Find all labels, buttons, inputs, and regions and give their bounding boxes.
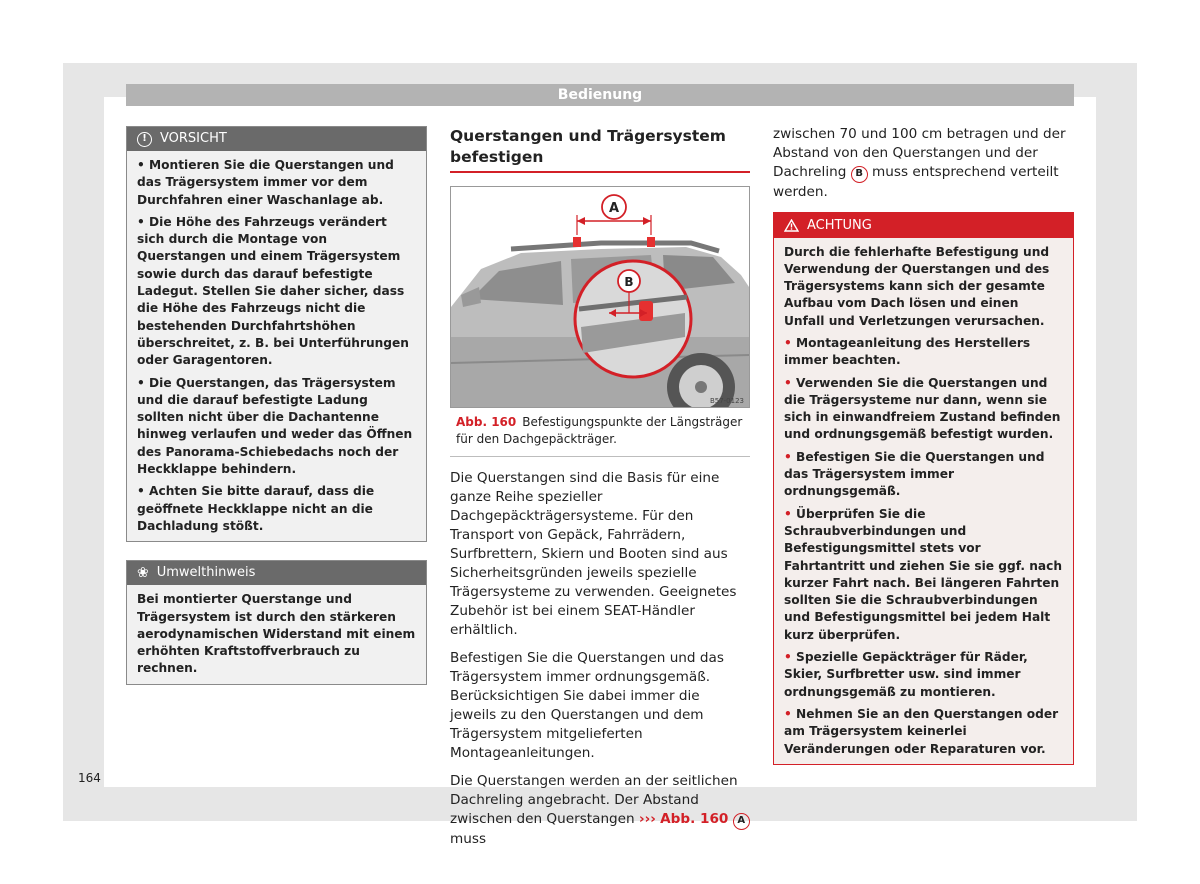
page-number: 164 <box>78 771 101 785</box>
flower-icon: ❀ <box>137 565 149 582</box>
label-a: A <box>608 201 620 216</box>
caution-item: • Die Querstangen, das Trägersystem und die darauf befestigte Ladung sollten nicht über die Dachantenne hinweg verlaufen und weder das Öffnen des Panorama-Schiebedachs noch der Heckklappe behindern. <box>137 375 413 477</box>
car-illustration <box>451 187 749 407</box>
middle-column <box>450 126 750 858</box>
warning-item: • Verwenden Sie die Querstangen und die Trägersysteme nur dann, wenn sie sich in einwandfreiem Zustand befinden und ordnungsgemäß befestigt wurden. <box>784 375 1061 442</box>
environment-title: Umwelthinweis <box>156 565 256 581</box>
caption-text: Befestigungspunkte der Längsträger für den Dachgepäckträger. <box>456 415 743 446</box>
body-text-middle <box>450 469 750 849</box>
paragraph-4: zwischen 70 und 100 cm betragen und der Abstand von den Querstangen und der Dachreling B muss entsprechend verteilt werden. <box>773 126 1066 200</box>
warning-intro: Durch die fehlerhafte Befestigung und Verwendung der Querstangen und des Trägersystems kann sich der gesamte Aufbau vom Dach lösen und einen Unfall und Verletzungen verursachen. <box>784 244 1050 328</box>
caution-title: VORSICHT <box>160 131 227 146</box>
badge-b: B <box>851 166 868 183</box>
figure-caption <box>450 414 750 457</box>
caution-item: • Montieren Sie die Querstangen und das Trägersystem immer vor dem Durchfahren einer Waschanlage ab. <box>137 158 394 207</box>
caution-body <box>127 151 426 541</box>
warning-box <box>773 212 1074 765</box>
exclamation-icon: ! <box>137 132 152 147</box>
figure-reference-link[interactable]: Abb. 160 <box>660 811 729 827</box>
warning-item: • Montageanleitung des Herstellers immer beachten. <box>784 335 1031 368</box>
environment-text: Bei montierter Querstange und Trägersystem ist durch den stärkeren aerodynamischen Widerstand mit einem erhöhten Kraftstoffverbrauch zu rechnen. <box>137 592 416 676</box>
warning-item: • Überprüfen Sie die Schraubverbindungen und Befestigungsmittel stets vor Fahrtantritt und ziehen Sie sie ggf. nach kurzer Fahrt nach. Bei längeren Fahrten sollten Sie die Schraubverbindungen und Befestigungsmittel bei jedem Halt kurz überprüfen. <box>784 506 1063 642</box>
warning-item: • Befestigen Sie die Querstangen und das Trägersystem immer ordnungsgemäß. <box>784 449 1045 499</box>
warning-item: • Spezielle Gepäckträger für Räder, Skier, Surfbretter usw. sind immer ordnungsgemäß zu montieren. <box>784 650 1028 699</box>
environment-header <box>127 561 426 585</box>
caution-header <box>127 127 426 151</box>
warning-body <box>774 238 1073 764</box>
warning-header <box>774 213 1073 238</box>
caution-item: • Die Höhe des Fahrzeugs verändert sich durch die Montage von Querstangen und einem Trägersystem sowie durch das darauf befestigte Ladegut. Stellen Sie daher sicher, dass die Höhe des Fahrzeugs nicht die bestehenden Durchfahrtshöhen überschreitet, z. B. bei Unterführungen oder Garagentoren. <box>137 214 409 368</box>
warning-title: ACHTUNG <box>807 217 872 233</box>
caution-item: • Achten Sie bitte darauf, dass die geöffnete Heckklappe nicht an die Dachladung stößt. <box>137 484 375 533</box>
paragraph-1: Die Querstangen sind die Basis für eine ganze Reihe spezieller Dachgepäckträgersysteme. Für den Transport von Gepäck, Fahrrädern, Surfbrettern, Skiern und Booten sind aus Sicherheitsgründen jeweils spezielle Trägersysteme zu verwenden. Geeignetes Zubehör ist bei einem SEAT-Händler erhältlich. <box>450 470 737 638</box>
caption-label: Abb. 160 <box>456 415 517 429</box>
section-title: Querstangen und Trägersystem befestigen <box>450 126 750 173</box>
label-b: B <box>624 275 634 289</box>
left-column <box>126 126 427 685</box>
cross-reference-arrow: ››› <box>639 811 656 827</box>
environment-body <box>127 585 426 683</box>
badge-a: A <box>733 813 750 830</box>
caution-box <box>126 126 427 542</box>
paragraph-3: Die Querstangen werden an der seitlichen Dachreling angebracht. Der Abstand zwischen den Querstangen ››› Abb. 160 A muss <box>450 772 750 849</box>
figure-code: B57-0123 <box>709 397 744 405</box>
warning-triangle-icon <box>784 219 799 232</box>
paragraph-2: Befestigen Sie die Querstangen und das Trägersystem immer ordnungsgemäß. Berücksichtigen Sie dabei immer die jeweils zu den Querstangen und dem Trägersystem mitgelieferten Montageanleitungen. <box>450 650 724 761</box>
body-text-right <box>773 125 1074 202</box>
right-column <box>773 126 1074 765</box>
warning-item: • Nehmen Sie an den Querstangen oder am Trägersystem keinerlei Veränderungen oder Reparaturen vor. <box>784 706 1059 756</box>
chapter-header: Bedienung <box>126 84 1074 106</box>
environment-box <box>126 560 427 684</box>
figure-roof-rail <box>450 186 750 408</box>
